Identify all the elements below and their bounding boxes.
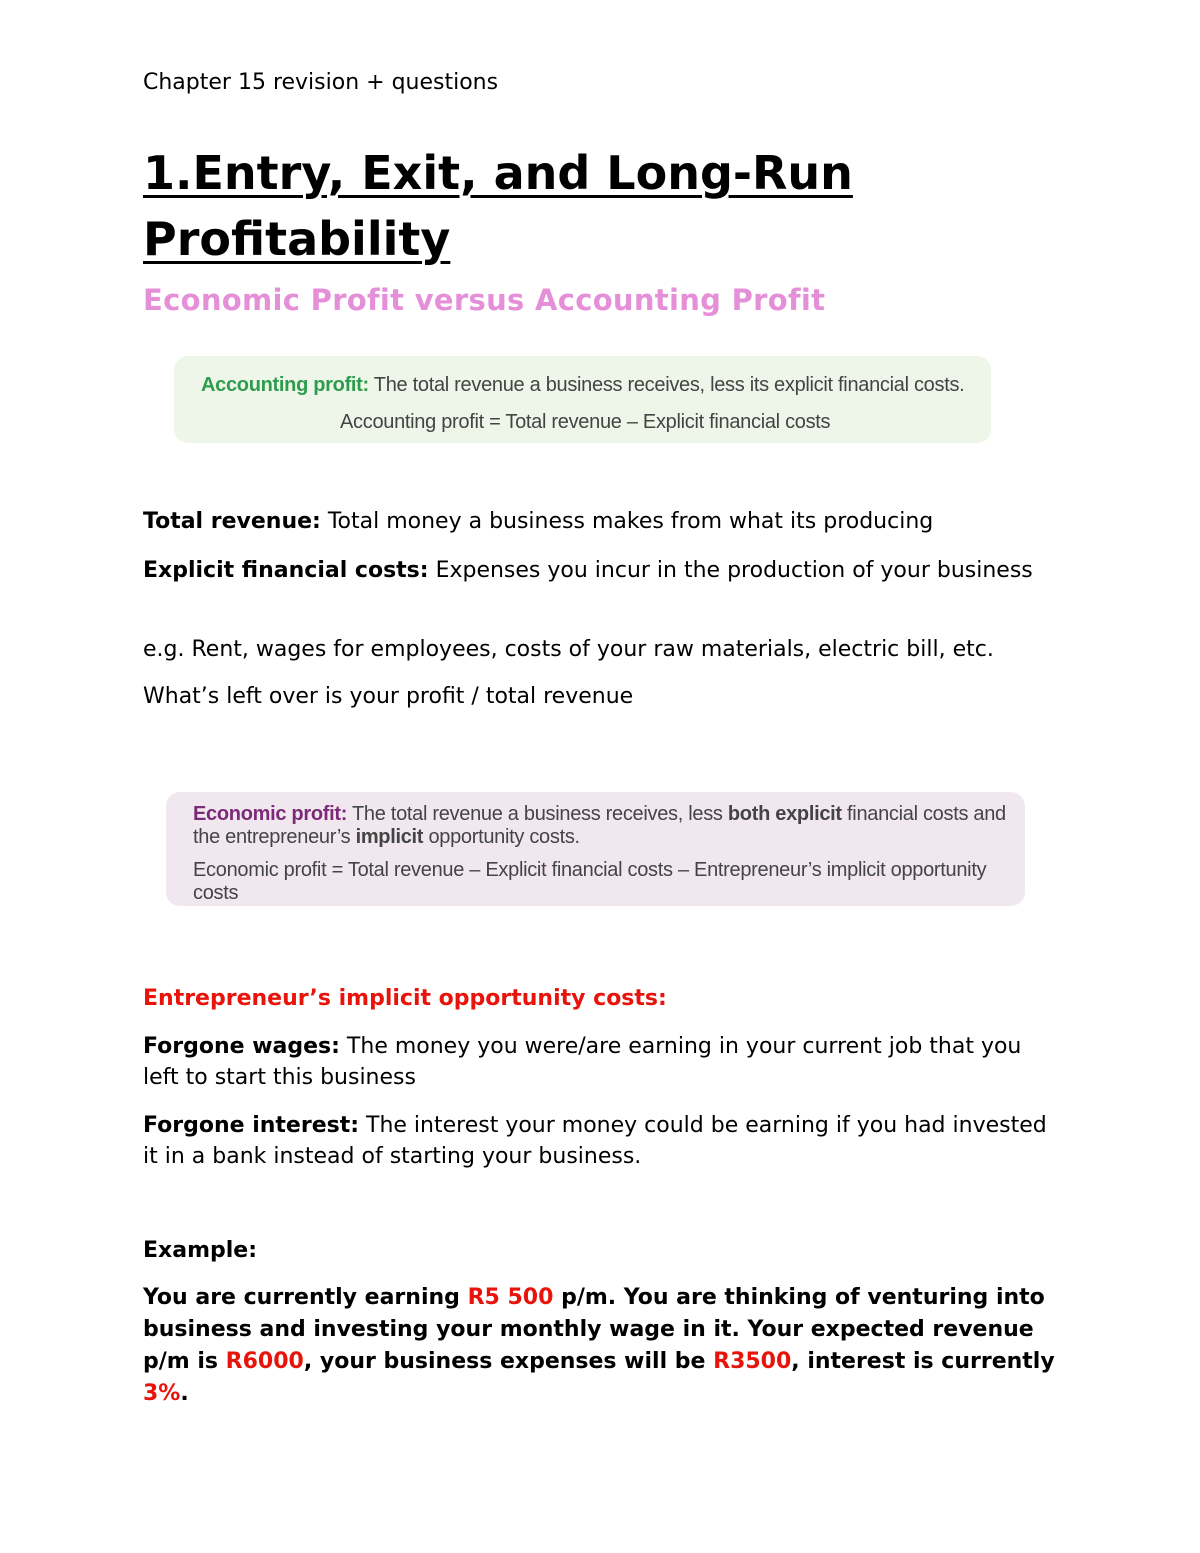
accounting-profit-formula: Accounting profit = Total revenue – Explicit financial costs xyxy=(340,411,831,433)
examples-line: e.g. Rent, wages for employees, costs of your raw materials, electric bill, etc. xyxy=(143,637,994,662)
forgone-wages: Forgone wages: The money you were/are earning in your current job that you left to start this business xyxy=(143,1034,1022,1090)
expenses-value: R3500 xyxy=(713,1349,792,1374)
example-label: Example: xyxy=(143,1238,257,1263)
forgone-interest: Forgone interest: The interest your money could be earning if you had invested it in a bank instead of starting your business. xyxy=(143,1113,1047,1169)
economic-profit-term: Economic profit: xyxy=(193,803,348,825)
accounting-profit-box xyxy=(174,356,991,443)
economic-profit-definition-1: Economic profit: The total revenue a business receives, less both explicit financial costs and xyxy=(193,803,1006,825)
example-paragraph: You are currently earning R5 500 p/m. You are thinking of venturing into business and investing your monthly wage in it. Your expected revenue p/m is R6000, your business expenses will be R3500, interest is currently 3%. xyxy=(143,1285,1055,1406)
section-title: 1.Entry, Exit, and Long-Run Profitability xyxy=(143,146,853,266)
document-header: Chapter 15 revision + questions xyxy=(143,70,499,95)
current-wage-value: R5 500 xyxy=(467,1285,554,1310)
accounting-profit-definition: Accounting profit: The total revenue a business receives, less its explicit financial costs. xyxy=(201,374,965,396)
definition-explicit-costs: Explicit financial costs: Expenses you incur in the production of your business xyxy=(143,558,1033,583)
economic-profit-formula-1: Economic profit = Total revenue – Explicit financial costs – Entrepreneur’s implicit opportunity xyxy=(193,859,987,881)
accounting-profit-term: Accounting profit: xyxy=(201,374,369,396)
economic-profit-box xyxy=(166,792,1025,906)
interest-rate-value: 3% xyxy=(143,1381,181,1406)
economic-profit-definition-2: the entrepreneur’s implicit opportunity costs. xyxy=(193,826,580,848)
section-subtitle: Economic Profit versus Accounting Profit xyxy=(143,283,826,317)
leftover-line: What’s left over is your profit / total revenue xyxy=(143,684,634,709)
expected-revenue-value: R6000 xyxy=(225,1349,304,1374)
implicit-costs-heading: Entrepreneur’s implicit opportunity costs: xyxy=(143,986,667,1011)
economic-profit-formula-2: costs xyxy=(193,882,239,904)
definition-total-revenue: Total revenue: Total money a business makes from what its producing xyxy=(143,509,934,534)
